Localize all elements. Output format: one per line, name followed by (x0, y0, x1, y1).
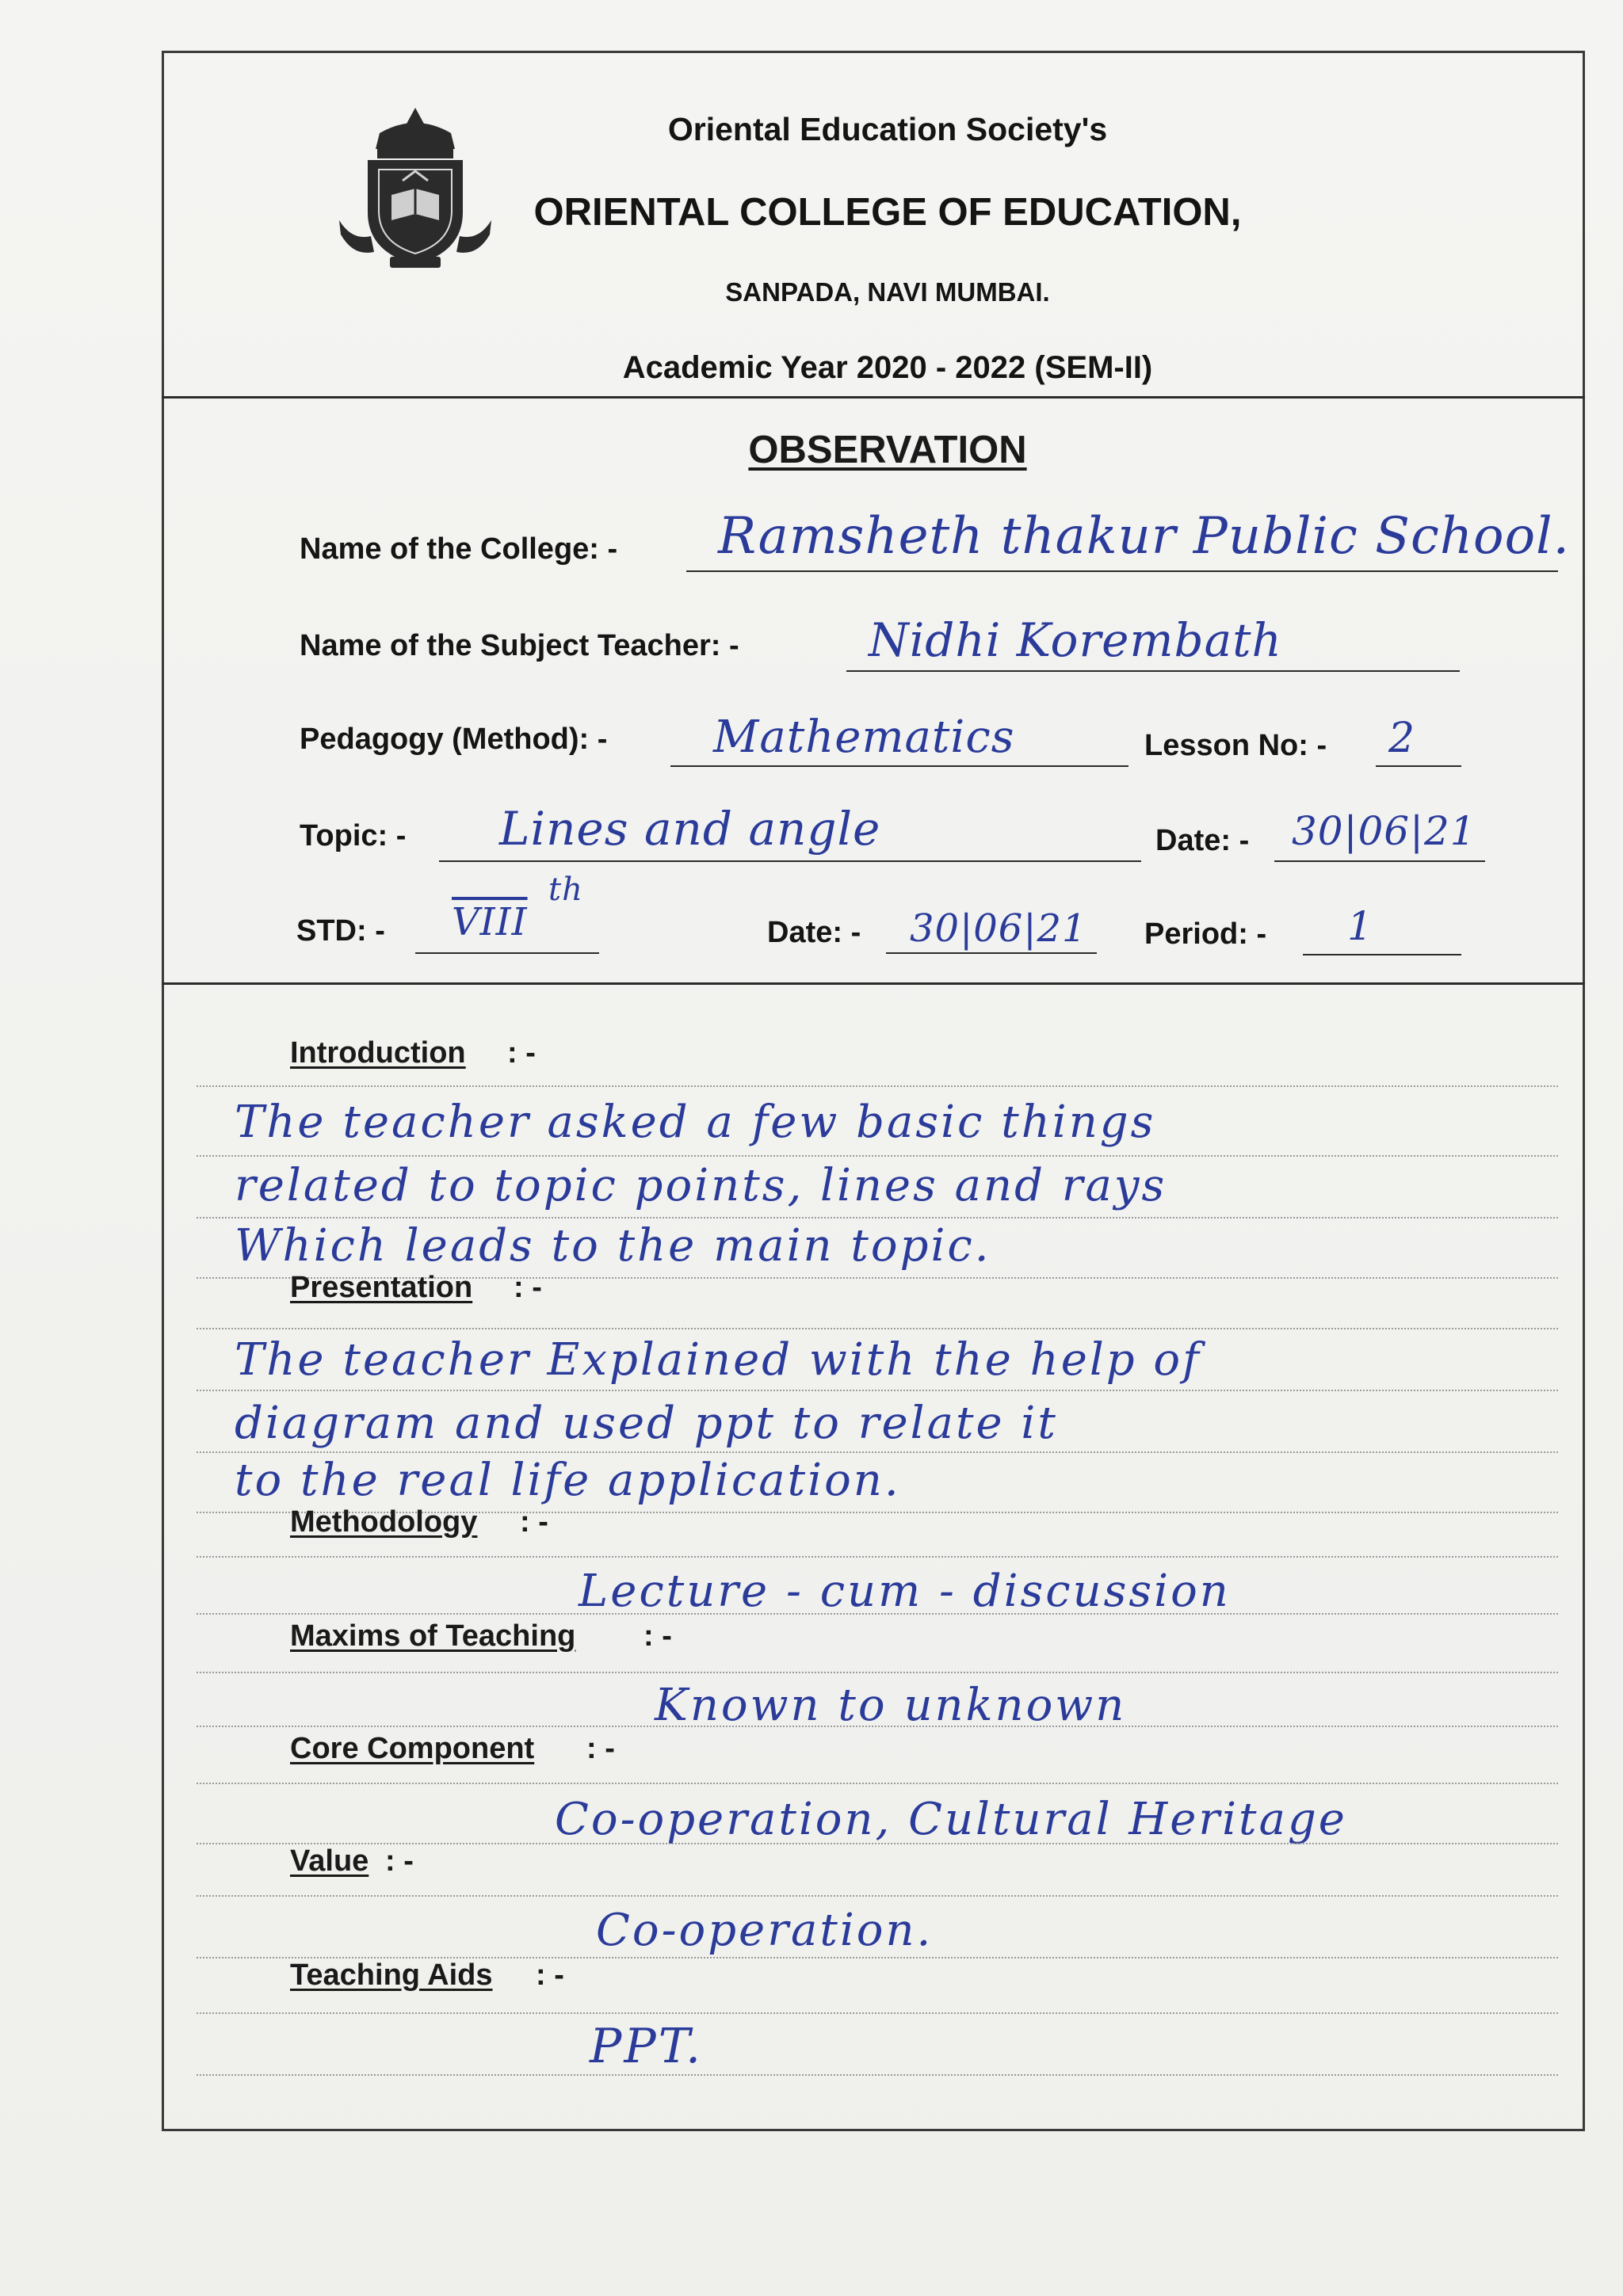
date-label: Date: - (1155, 824, 1250, 857)
presentation-heading: Presentation (290, 1271, 473, 1304)
fields-divider (162, 982, 1585, 985)
academic-year: Academic Year 2020 - 2022 (SEM-II) (622, 350, 1153, 385)
date-label-2: Date: - (767, 916, 861, 949)
pedagogy-value: Mathematics (713, 711, 1015, 763)
presentation-line: to the real life application. (235, 1455, 901, 1506)
std-value: VIII (452, 900, 528, 944)
teaching-aids-heading: Teaching Aids (290, 1958, 493, 1992)
ruled-line (197, 1085, 1558, 1087)
ruled-line (197, 1155, 1558, 1157)
society-name: Oriental Education Society's (667, 111, 1108, 147)
ruled-line (197, 1613, 1558, 1615)
ruled-line (197, 1726, 1558, 1727)
header-divider (162, 396, 1585, 399)
introduction-dash: : - (507, 1036, 536, 1070)
lesson-underline (1376, 765, 1461, 767)
college-label: Name of the College: - (300, 532, 618, 566)
topic-value: Lines and angle (499, 802, 881, 856)
methodology-line: Lecture - cum - discussion (579, 1566, 1231, 1617)
maxims-line: Known to unknown (655, 1680, 1127, 1731)
presentation-line: The teacher Explained with the help of (235, 1334, 1201, 1386)
college-value: Ramsheth thakur Public School. (718, 507, 1570, 566)
std-label: STD: - (296, 914, 385, 948)
period-underline (1303, 954, 1461, 955)
teacher-value: Nidhi Korembath (869, 613, 1282, 667)
ruled-line (197, 2074, 1558, 2076)
presentation-line: diagram and used ppt to relate it (235, 1398, 1058, 1449)
methodology-dash: : - (520, 1505, 548, 1539)
introduction-line: The teacher asked a few basic things (235, 1097, 1156, 1148)
presentation-dash: : - (514, 1271, 542, 1304)
introduction-line: Which leads to the main topic. (235, 1220, 991, 1272)
pedagogy-label: Pedagogy (Method): - (300, 723, 608, 756)
maxims-heading: Maxims of Teaching (290, 1619, 576, 1653)
college-location: SANPADA, NAVI MUMBAI. (725, 277, 1050, 307)
ruled-line (197, 1672, 1558, 1673)
value-line: Co-operation. (596, 1905, 934, 1956)
maxims-dash: : - (643, 1619, 672, 1653)
topic-label: Topic: - (300, 819, 407, 852)
ruled-line (197, 1783, 1558, 1784)
teacher-underline (846, 670, 1460, 672)
college-underline (686, 570, 1558, 572)
introduction-heading: Introduction (290, 1036, 466, 1070)
ruled-line (197, 2012, 1558, 2014)
date-value-2: 30|06|21 (910, 906, 1087, 951)
college-name: ORIENTAL COLLEGE OF EDUCATION, (533, 191, 1242, 234)
topic-underline (439, 860, 1141, 862)
std-suffix: th (548, 871, 583, 908)
methodology-heading: Methodology (290, 1505, 478, 1539)
core-component-heading: Core Component (290, 1732, 535, 1765)
ruled-line (197, 1217, 1558, 1219)
teacher-label: Name of the Subject Teacher: - (300, 629, 739, 662)
teaching-aids-line: PPT. (590, 2019, 704, 2074)
date-underline-2 (886, 952, 1097, 954)
std-underline (415, 952, 599, 954)
core-component-dash: : - (586, 1732, 615, 1765)
ruled-line (197, 1451, 1558, 1453)
date-underline (1274, 860, 1485, 862)
lesson-label: Lesson No: - (1144, 729, 1327, 762)
ruled-line (197, 1895, 1558, 1897)
form-title: OBSERVATION (748, 429, 1027, 471)
teaching-aids-dash: : - (536, 1958, 564, 1992)
ruled-line (197, 1556, 1558, 1558)
value-dash: : - (385, 1844, 414, 1878)
introduction-line: related to topic points, lines and rays (235, 1160, 1167, 1211)
lesson-value: 2 (1388, 715, 1416, 762)
value-heading: Value (290, 1844, 369, 1878)
date-value: 30|06|21 (1292, 808, 1476, 854)
ruled-line (197, 1390, 1558, 1391)
period-label: Period: - (1144, 917, 1267, 951)
core-component-line: Co-operation, Cultural Heritage (555, 1794, 1347, 1845)
ruled-line (197, 1328, 1558, 1329)
period-value: 1 (1347, 903, 1373, 949)
pedagogy-underline (670, 765, 1128, 767)
